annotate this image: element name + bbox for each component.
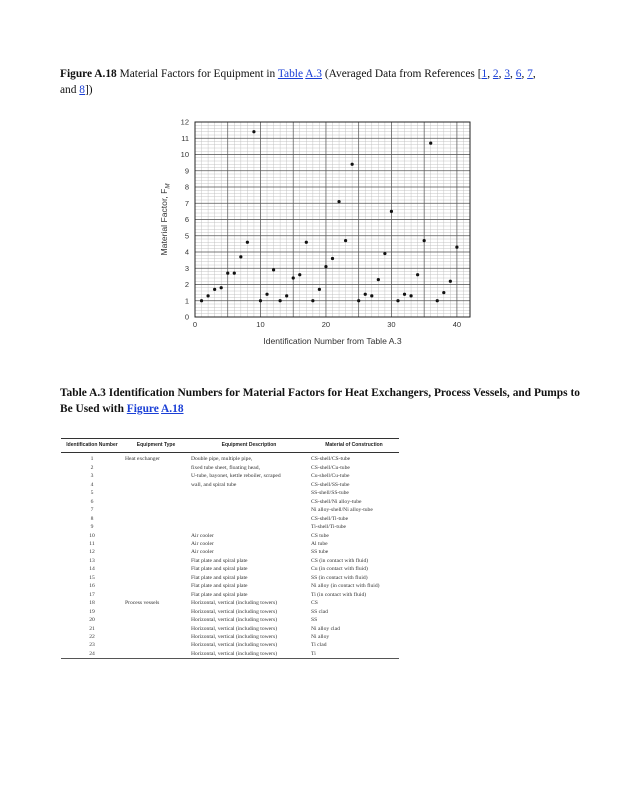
cell-description: Air cooler bbox=[191, 532, 214, 539]
cell-id: 6 bbox=[90, 498, 94, 505]
data-point bbox=[416, 273, 419, 276]
col-header-material: Material of Construction bbox=[309, 438, 399, 453]
cell-id: 16 bbox=[89, 583, 95, 590]
cell-type bbox=[123, 557, 189, 565]
cell-description: Horizontal, vertical (including towers) bbox=[191, 633, 278, 640]
data-point bbox=[429, 142, 432, 145]
cell-material: Ti clad bbox=[311, 642, 327, 649]
cell-material: Ti-shell/Ti-tube bbox=[311, 524, 347, 531]
cell-description: fixed tube sheet, floating head, bbox=[191, 464, 260, 471]
y-tick-label: 3 bbox=[184, 263, 189, 273]
figure-id-link[interactable]: A.18 bbox=[161, 403, 184, 415]
cell-description: Air cooler bbox=[191, 549, 214, 556]
y-tick-label: 9 bbox=[184, 166, 189, 176]
table-row bbox=[61, 498, 399, 506]
y-tick-label: 1 bbox=[184, 296, 189, 306]
cell-description bbox=[189, 489, 309, 497]
cell-description: Horizontal, vertical (including towers) bbox=[191, 642, 278, 649]
table-caption-text: Table A.3 Identification Numbers for Material Factors for Heat Exchangers, Process Vessels, and Pumps to Be Used with bbox=[60, 387, 580, 415]
cell-type bbox=[123, 506, 189, 514]
col-header-type: Equipment Type bbox=[123, 438, 189, 453]
data-point bbox=[324, 265, 327, 268]
identification-table bbox=[61, 438, 399, 659]
table-row bbox=[61, 481, 399, 489]
table-row bbox=[61, 616, 399, 624]
data-point bbox=[403, 293, 406, 296]
y-tick-label: 12 bbox=[180, 117, 189, 127]
data-point bbox=[318, 288, 321, 291]
cell-type bbox=[123, 591, 189, 599]
table-row bbox=[61, 599, 399, 607]
cell-type bbox=[123, 472, 189, 480]
chart-y-label-subscript: M bbox=[164, 183, 172, 189]
x-tick-label: 0 bbox=[192, 320, 198, 329]
table-row bbox=[61, 489, 399, 497]
y-tick-label: 4 bbox=[184, 247, 189, 257]
figure-label: Figure A.18 bbox=[60, 68, 117, 80]
ref-link-1[interactable]: 1 bbox=[481, 68, 488, 80]
table-row bbox=[61, 557, 399, 565]
cell-type bbox=[123, 481, 189, 489]
table-row bbox=[61, 453, 399, 464]
table-row bbox=[61, 472, 399, 480]
data-point bbox=[357, 299, 360, 302]
cell-material: CS tube bbox=[311, 532, 329, 539]
cell-type bbox=[123, 633, 189, 641]
cell-material: Ni alloy bbox=[311, 633, 330, 640]
cell-type bbox=[123, 464, 189, 472]
table-row bbox=[61, 565, 399, 573]
cell-description bbox=[189, 498, 309, 506]
data-point bbox=[213, 288, 216, 291]
chart-ticks bbox=[181, 118, 461, 329]
cell-description bbox=[189, 523, 309, 531]
data-point bbox=[285, 294, 288, 297]
data-point bbox=[442, 291, 445, 294]
x-tick-label: 30 bbox=[387, 320, 396, 329]
cell-type bbox=[123, 574, 189, 582]
cell-type bbox=[123, 625, 189, 633]
cell-material: CS-shell/Cu-tube bbox=[311, 464, 350, 471]
cell-type bbox=[123, 532, 189, 540]
table-row bbox=[61, 540, 399, 548]
data-point bbox=[200, 299, 203, 302]
cell-id: 9 bbox=[90, 524, 94, 531]
data-point bbox=[206, 294, 209, 297]
x-tick-label: 10 bbox=[256, 320, 265, 329]
cell-description: Horizontal, vertical (including towers) bbox=[191, 650, 278, 657]
table-row bbox=[61, 608, 399, 616]
table-row bbox=[61, 515, 399, 523]
cell-type bbox=[123, 641, 189, 649]
cell-material: Cu-shell/Cu-tube bbox=[311, 473, 350, 480]
data-point bbox=[246, 241, 249, 244]
data-point bbox=[298, 273, 301, 276]
data-point bbox=[226, 272, 229, 275]
data-point bbox=[396, 299, 399, 302]
table-body bbox=[61, 453, 399, 659]
cell-type bbox=[123, 582, 189, 590]
cell-type bbox=[123, 540, 189, 548]
cell-material: SS tube bbox=[311, 549, 329, 556]
data-point bbox=[220, 286, 223, 289]
cell-id: 12 bbox=[89, 549, 95, 556]
cell-description: Flat plate and spiral plate bbox=[191, 583, 248, 590]
cell-material: CS-shell/Ni alloy-tube bbox=[311, 498, 362, 505]
cell-id: 17 bbox=[89, 591, 95, 598]
data-point bbox=[311, 299, 314, 302]
table-top-rule bbox=[61, 438, 399, 439]
cell-id: 4 bbox=[90, 481, 94, 488]
table-row bbox=[61, 582, 399, 590]
data-point bbox=[265, 293, 268, 296]
cell-id: 22 bbox=[89, 633, 95, 640]
cell-id: 19 bbox=[89, 608, 95, 615]
cell-description: U-tube, bayonet, kettle reboiler, scraped bbox=[191, 473, 281, 480]
y-tick-label: 7 bbox=[184, 198, 189, 208]
cell-type bbox=[123, 498, 189, 506]
data-point bbox=[233, 272, 236, 275]
cell-id: 20 bbox=[89, 617, 95, 624]
cell-id: 13 bbox=[89, 557, 95, 564]
table-header-row bbox=[61, 438, 399, 453]
data-point bbox=[364, 293, 367, 296]
data-point bbox=[409, 294, 412, 297]
cell-id: 14 bbox=[89, 566, 95, 573]
cell-material: CS-shell/Ti-tube bbox=[311, 515, 349, 522]
cell-material: Ni alloy (in contact with fluid) bbox=[311, 583, 380, 590]
data-point bbox=[337, 200, 340, 203]
table-link[interactable]: Table bbox=[277, 68, 304, 80]
table-id-link[interactable]: A.3 bbox=[305, 68, 323, 80]
cell-id: 2 bbox=[90, 464, 94, 471]
data-point bbox=[455, 246, 458, 249]
data-point bbox=[449, 280, 452, 283]
cell-id: 23 bbox=[89, 642, 95, 649]
data-point bbox=[377, 278, 380, 281]
y-tick-label: 8 bbox=[184, 182, 189, 192]
cell-material: SS bbox=[311, 617, 318, 624]
cell-id: 15 bbox=[89, 574, 95, 581]
data-point bbox=[272, 268, 275, 271]
cell-id: 7 bbox=[90, 507, 94, 514]
cell-description: Air cooler bbox=[191, 540, 214, 547]
cell-description bbox=[189, 506, 309, 514]
table-row bbox=[61, 641, 399, 649]
cell-id: 24 bbox=[89, 650, 95, 657]
y-tick-label: 11 bbox=[181, 133, 189, 143]
table-row bbox=[61, 633, 399, 641]
figure-caption-text: Material Factors for Equipment in bbox=[116, 68, 278, 80]
figure-caption-text-mid: (Averaged Data from References [ bbox=[322, 68, 482, 80]
table-row bbox=[61, 625, 399, 633]
cell-type bbox=[123, 489, 189, 497]
cell-description: Horizontal, vertical (including towers) bbox=[191, 608, 278, 615]
material-table bbox=[61, 438, 399, 666]
cell-type bbox=[123, 548, 189, 556]
figure-caption: Figure A.18 Material Factors for Equipment in Table A.3 (Averaged Data from References [1, 2, 3, 6, 7, and 8]) bbox=[60, 68, 536, 96]
chart-y-label bbox=[159, 183, 172, 256]
ref-link-7[interactable]: 7 bbox=[527, 68, 533, 80]
data-point bbox=[279, 299, 282, 302]
cell-id: 5 bbox=[90, 490, 94, 497]
cell-type bbox=[123, 616, 189, 624]
data-point bbox=[351, 163, 354, 166]
cell-type: Heat exchanger bbox=[125, 456, 160, 463]
data-point bbox=[436, 299, 439, 302]
table-row bbox=[61, 523, 399, 531]
y-tick-label: 10 bbox=[180, 150, 189, 160]
table-row bbox=[61, 548, 399, 556]
cell-material: Al tube bbox=[311, 540, 328, 547]
figure-link[interactable]: Figure bbox=[126, 403, 159, 415]
cell-material: CS bbox=[311, 600, 318, 607]
cell-material: Ni alloy-shell/Ni alloy-tube bbox=[311, 507, 373, 514]
cell-description: Double pipe, multiple pipe, bbox=[191, 456, 253, 463]
data-point bbox=[383, 252, 386, 255]
chart-y-label-text: Material Factor, F bbox=[159, 188, 169, 256]
x-tick-label: 20 bbox=[321, 320, 331, 329]
data-point bbox=[344, 239, 347, 242]
data-point bbox=[370, 294, 373, 297]
data-point bbox=[390, 210, 393, 213]
cell-type bbox=[123, 608, 189, 616]
data-point bbox=[292, 276, 295, 279]
cell-material: Ti (in contact with fluid) bbox=[311, 591, 367, 598]
ref-link-3[interactable]: 3 bbox=[504, 68, 511, 80]
y-tick-label: 2 bbox=[184, 280, 189, 290]
cell-description: Horizontal, vertical (including towers) bbox=[191, 617, 278, 624]
cell-description: Horizontal, vertical (including towers) bbox=[191, 625, 278, 632]
col-header-description: Equipment Description bbox=[189, 438, 309, 453]
cell-type bbox=[123, 515, 189, 523]
data-point bbox=[305, 241, 308, 244]
table-row bbox=[61, 532, 399, 540]
table-row bbox=[61, 574, 399, 582]
ref-link-2[interactable]: 2 bbox=[492, 68, 499, 80]
y-tick-label: 5 bbox=[184, 231, 189, 241]
data-point bbox=[252, 130, 255, 133]
scatter-chart bbox=[150, 112, 480, 352]
cell-material: CS-shell/SS-tube bbox=[311, 481, 350, 488]
cell-type: Process vessels bbox=[125, 600, 160, 607]
cell-material: Cu (in contact with fluid) bbox=[311, 566, 368, 573]
col-header-id: Identification Number bbox=[61, 438, 123, 453]
cell-description: Flat plate and spiral plate bbox=[191, 566, 248, 573]
cell-material: Ni alloy clad bbox=[311, 625, 340, 632]
data-point bbox=[259, 299, 262, 302]
y-tick-label: 0 bbox=[184, 312, 189, 322]
cell-id: 1 bbox=[90, 456, 94, 463]
cell-id: 21 bbox=[89, 625, 95, 632]
cell-material: SS-shell/SS-tube bbox=[311, 490, 349, 497]
cell-id: 18 bbox=[89, 600, 95, 607]
cell-description: Horizontal, vertical (including towers) bbox=[191, 600, 278, 607]
table-row bbox=[61, 591, 399, 599]
cell-id: 11 bbox=[89, 540, 95, 547]
cell-type bbox=[123, 650, 189, 659]
cell-description: wall, and spiral tube bbox=[191, 481, 237, 488]
cell-material: CS (in contact with fluid) bbox=[311, 557, 369, 564]
table-row bbox=[61, 506, 399, 514]
y-tick-label: 6 bbox=[184, 215, 189, 225]
cell-material: Ti bbox=[311, 650, 316, 657]
cell-type bbox=[123, 565, 189, 573]
cell-id: 10 bbox=[89, 532, 95, 539]
x-tick-label: 40 bbox=[452, 320, 462, 329]
ref-link-6[interactable]: 6 bbox=[515, 68, 522, 80]
cell-id: 8 bbox=[90, 515, 94, 522]
cell-material: SS clad bbox=[311, 608, 328, 615]
figure-caption-end: ]) bbox=[85, 84, 93, 96]
chart-x-label: Identification Number from Table A.3 bbox=[263, 336, 402, 346]
ref-link-8[interactable]: 8 bbox=[79, 84, 85, 96]
cell-type bbox=[123, 523, 189, 531]
data-point bbox=[331, 257, 334, 260]
cell-material: CS-shell/CS-tube bbox=[311, 456, 351, 463]
table-caption bbox=[60, 385, 580, 417]
cell-material: SS (in contact with fluid) bbox=[311, 574, 368, 581]
cell-id: 3 bbox=[90, 473, 94, 480]
table-row bbox=[61, 464, 399, 472]
cell-description: Flat plate and spiral plate bbox=[191, 591, 248, 598]
cell-description: Flat plate and spiral plate bbox=[191, 574, 248, 581]
cell-description: Flat plate and spiral plate bbox=[191, 557, 248, 564]
data-point bbox=[423, 239, 426, 242]
table-row bbox=[61, 650, 399, 659]
data-point bbox=[239, 255, 242, 258]
cell-description bbox=[189, 515, 309, 523]
